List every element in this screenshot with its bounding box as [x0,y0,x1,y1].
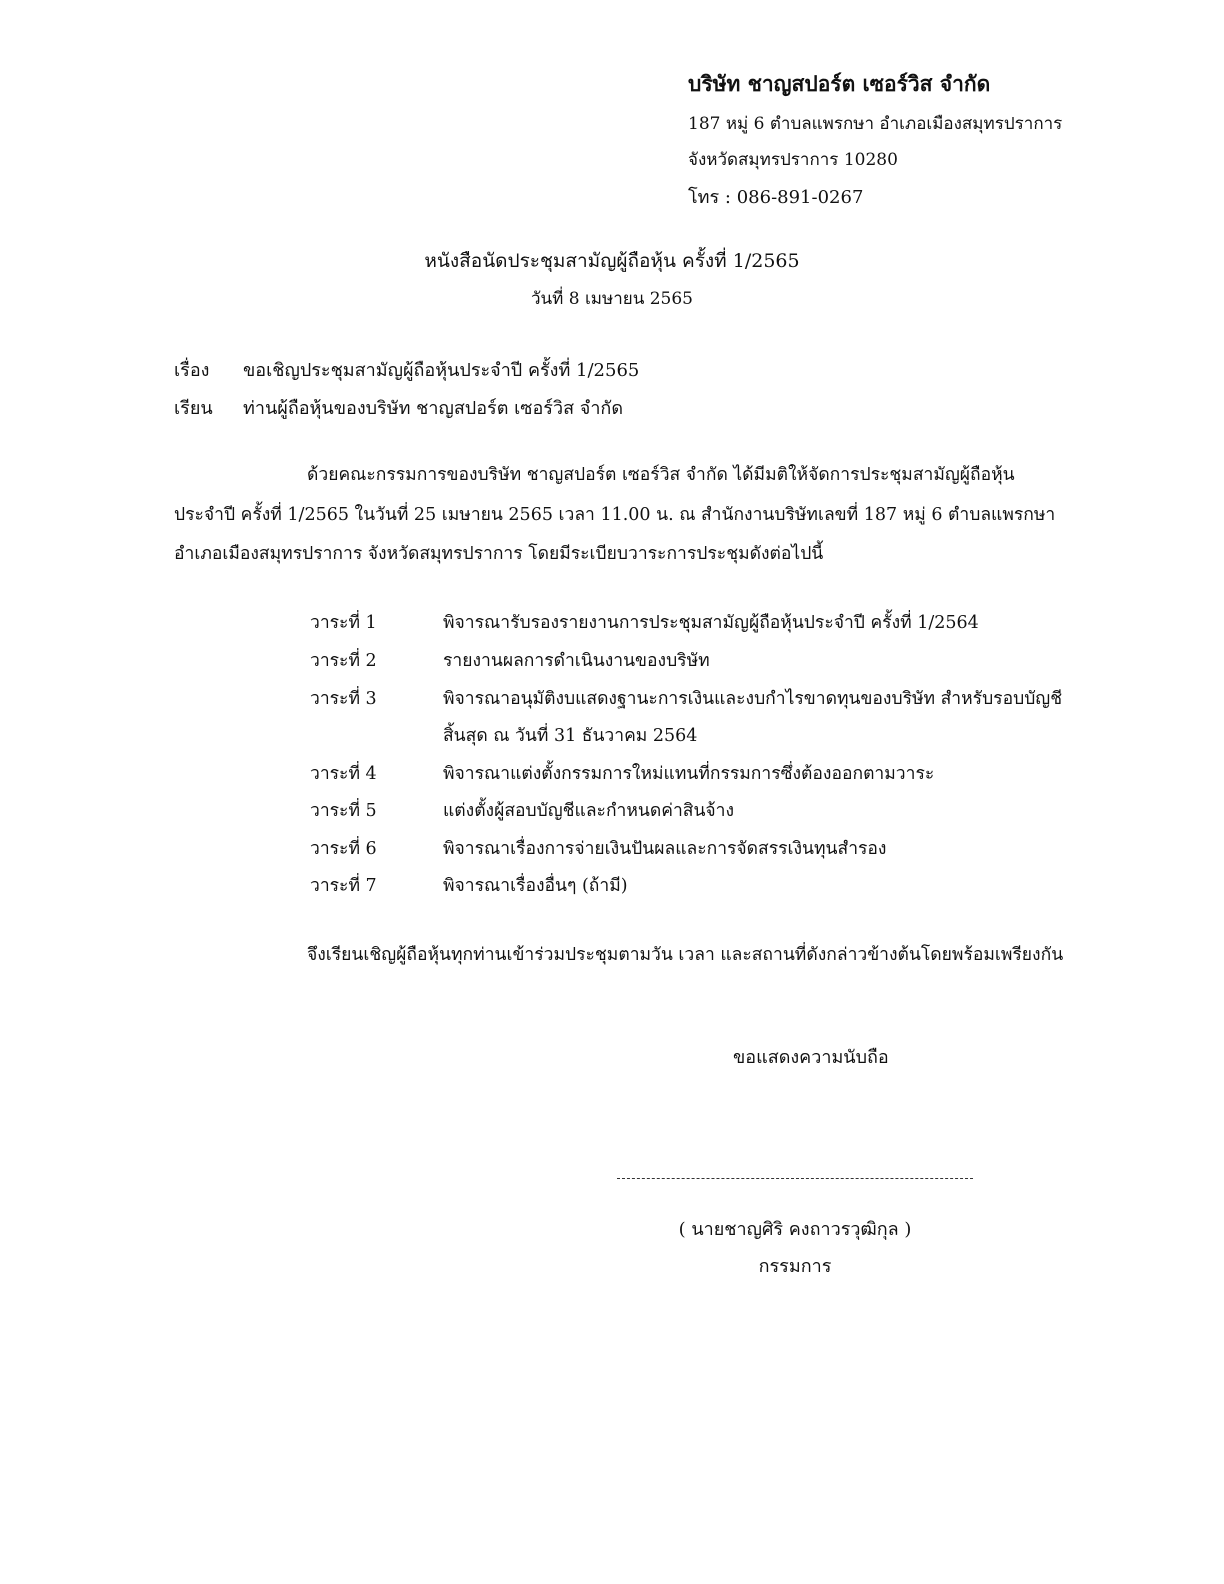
recipient-label: เรียน [174,398,213,419]
recipient-text: ท่านผู้ถือหุ้นของบริษัท ชาญสปอร์ต เซอร์วิส จำกัด [243,398,624,419]
agenda-number: วาระที่ 5 [310,801,377,821]
body-paragraph-line: ด้วยคณะกรรมการของบริษัท ชาญสปอร์ต เซอร์วิส จำกัด ได้มีมติให้จัดการประชุมสามัญผู้ถือหุ้น [307,465,1015,485]
agenda-number: วาระที่ 1 [310,613,377,633]
agenda-item-text: รายงานผลการดำเนินงานของบริษัท [443,651,710,671]
company-address-line2: จังหวัดสมุทรปราการ 10280 [688,150,898,170]
agenda-item-text: พิจารณาแต่งตั้งกรรมการใหม่แทนที่กรรมการซึ่งต้องออกตามวาระ [443,764,935,784]
agenda-item-text: พิจารณาเรื่องการจ่ายเงินปันผลและการจัดสรรเงินทุนสำรอง [443,839,887,859]
agenda-number: วาระที่ 7 [310,876,377,896]
agenda-number: วาระที่ 2 [310,651,377,671]
agenda-item-text: พิจารณาเรื่องอื่นๆ (ถ้ามี) [443,876,628,896]
agenda-item-text: แต่งตั้งผู้สอบบัญชีและกำหนดค่าสินจ้าง [443,801,735,821]
signer-position: กรรมการ [758,1256,832,1277]
agenda-number: วาระที่ 6 [310,839,377,859]
agenda-item-text: พิจารณารับรองรายงานการประชุมสามัญผู้ถือหุ้นประจำปี ครั้งที่ 1/2564 [443,613,979,633]
body-paragraph-line: อำเภอเมืองสมุทรปราการ จังหวัดสมุทรปราการ โดยมีระเบียบวาระการประชุมดังต่อไปนี้ [174,544,824,564]
signer-name: ( นายชาญศิริ คงถาวรวุฒิกุล ) [678,1219,912,1240]
document-date: วันที่ 8 เมษายน 2565 [530,289,693,309]
agenda-item-text: พิจารณาอนุมัติงบแสดงฐานะการเงินและงบกำไรขาดทุนของบริษัท สำหรับรอบบัญชี [443,689,1063,709]
agenda-number: วาระที่ 4 [310,764,377,784]
subject-label: เรื่อง [174,360,210,381]
document-title: หนังสือนัดประชุมสามัญผู้ถือหุ้น ครั้งที่ 1/2565 [424,250,800,272]
agenda-item-text-continuation: สิ้นสุด ณ วันที่ 31 ธันวาคม 2564 [443,726,698,746]
subject-text: ขอเชิญประชุมสามัญผู้ถือหุ้นประจำปี ครั้งที่ 1/2565 [243,360,640,381]
signature-line [617,1178,973,1179]
closing-invitation: จึงเรียนเชิญผู้ถือหุ้นทุกท่านเข้าร่วมประชุมตามวัน เวลา และสถานที่ดังกล่าวข้างต้นโดยพร้อมเพรียงกัน [307,945,1064,965]
company-address-line1: 187 หมู่ 6 ตำบลแพรกษา อำเภอเมืองสมุทรปราการ [688,114,1063,134]
company-name: บริษัท ชาญสปอร์ต เซอร์วิส จำกัด [688,71,991,96]
closing-regards: ขอแสดงความนับถือ [733,1047,889,1068]
agenda-number: วาระที่ 3 [310,689,377,709]
company-phone: โทร : 086-891-0267 [688,187,864,208]
body-paragraph-line: ประจำปี ครั้งที่ 1/2565 ในวันที่ 25 เมษายน 2565 เวลา 11.00 น. ณ สำนักงานบริษัทเลขที่ 187 หมู่ 6 ตำบลแพรกษา [174,505,1056,525]
